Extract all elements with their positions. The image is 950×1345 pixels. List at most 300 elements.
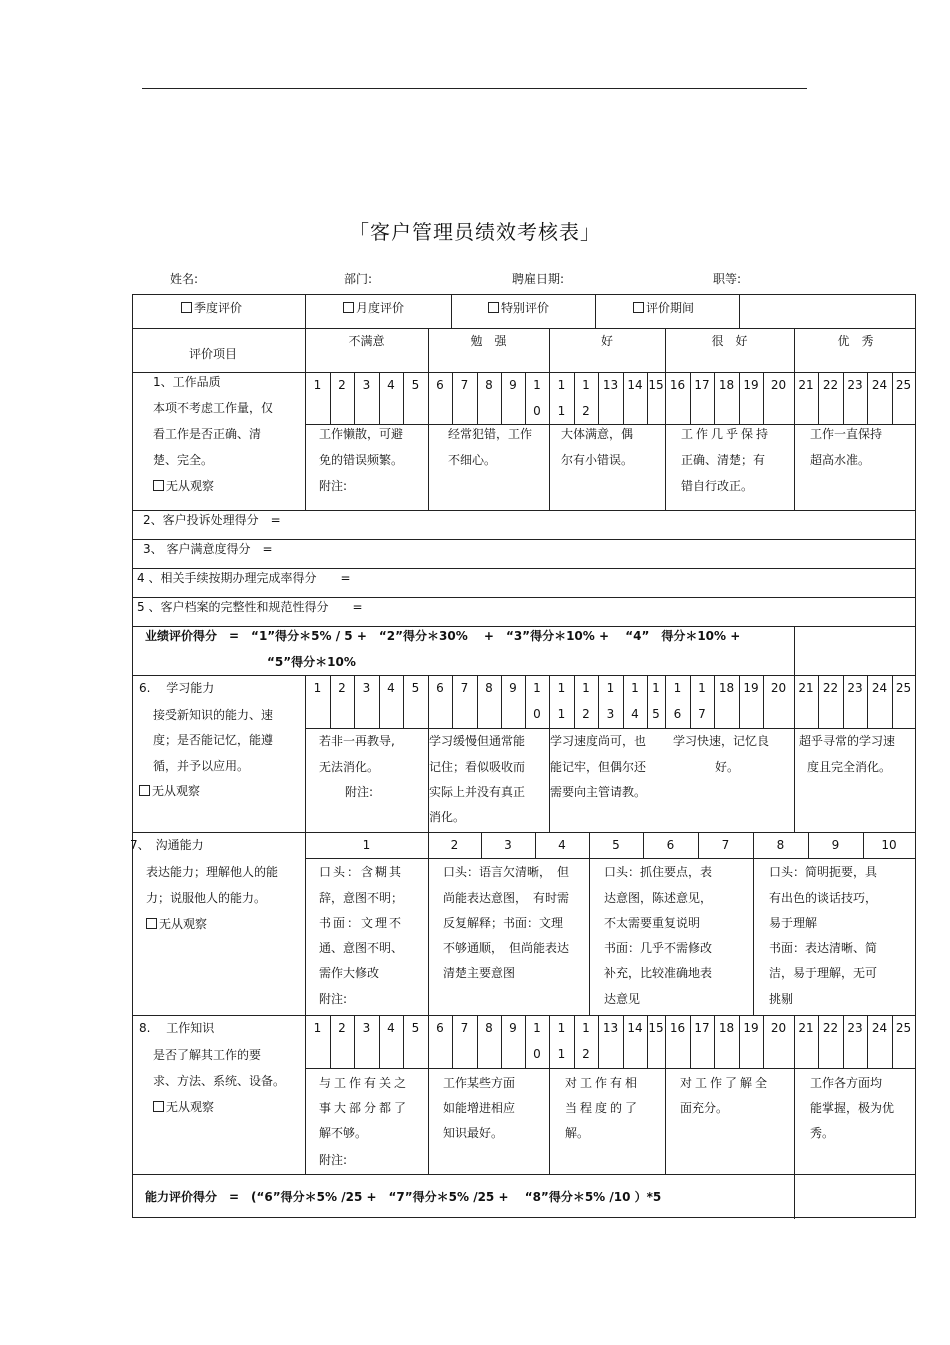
item7-grade4-text: 挑剔	[769, 992, 794, 1006]
score-cell[interactable]	[647, 675, 665, 727]
grid-line	[133, 539, 915, 540]
grid-line	[305, 424, 915, 425]
score-cell[interactable]	[690, 675, 714, 727]
score-cell[interactable]	[403, 1015, 428, 1041]
quarterly-checkbox[interactable]: 季度评价	[181, 295, 242, 321]
score-cell[interactable]	[574, 372, 598, 424]
item1-grade4-text: 工作几乎保持	[681, 427, 772, 441]
item7-grade4-text: 口头：简明扼要，具	[769, 865, 878, 879]
score-number: 2	[582, 1047, 590, 1061]
item7-grade1-text: 口头：含糊其	[319, 865, 404, 879]
item8-grade5-text: 秀。	[810, 1126, 835, 1140]
score-cell[interactable]	[690, 372, 714, 398]
item6-grade1-text: 无法消化。	[319, 760, 380, 774]
score-cell[interactable]: 2	[450, 838, 459, 852]
score-number: 13	[602, 378, 619, 392]
grid-line	[133, 832, 915, 833]
score-cell[interactable]	[647, 1015, 665, 1041]
grid-line	[133, 1015, 915, 1016]
score-number: 16	[669, 378, 686, 392]
item1-grade5-text: 工作一直保持	[810, 427, 883, 441]
grid-line	[379, 372, 380, 424]
item6-grade2-text: 实际上并没有真正	[429, 785, 526, 799]
score-number: 1	[533, 1021, 541, 1035]
score-number: 1	[313, 378, 322, 392]
score-cell[interactable]	[690, 1015, 714, 1041]
item7-grade4-text: 洁，易于理解，无可	[769, 966, 878, 980]
score-number: 4	[387, 681, 395, 695]
grid-line	[690, 1015, 691, 1068]
score-cell[interactable]	[549, 1015, 574, 1067]
item8-note: 附注:	[319, 1153, 348, 1167]
score-cell[interactable]	[549, 372, 574, 424]
item6-grade3-text: 能记牢，但偶尔还	[550, 760, 647, 774]
grid-line	[647, 372, 648, 424]
score-number: 1	[606, 681, 615, 695]
score-cell[interactable]	[403, 675, 428, 701]
grid-line	[598, 1015, 599, 1068]
score-cell[interactable]	[892, 675, 915, 701]
grid-line	[598, 675, 599, 728]
grid-line	[305, 858, 915, 859]
grid-line	[665, 424, 666, 510]
score-cell[interactable]	[665, 372, 690, 398]
grid-line	[643, 832, 644, 858]
item1-no-observation[interactable]: 无从观察	[153, 473, 214, 499]
grid-line	[428, 858, 429, 1015]
score-cell[interactable]	[428, 1015, 452, 1041]
score-cell[interactable]	[428, 372, 452, 398]
score-number: 5	[411, 1021, 420, 1035]
score-cell[interactable]	[794, 1015, 818, 1041]
score-number: 1	[582, 681, 590, 695]
score-cell[interactable]	[794, 372, 818, 398]
score-cell[interactable]	[763, 1015, 794, 1041]
grid-line	[598, 372, 599, 424]
checkbox-icon	[181, 302, 192, 313]
score-cell[interactable]	[867, 675, 892, 701]
score-cell[interactable]	[477, 372, 501, 398]
score-cell[interactable]	[598, 372, 623, 398]
grade-barely: 勉 强	[470, 334, 507, 348]
grid-line	[690, 675, 691, 728]
score-cell[interactable]	[763, 372, 794, 398]
score-cell[interactable]	[525, 1015, 549, 1067]
grid-line	[549, 328, 550, 372]
score-cell[interactable]	[354, 372, 379, 398]
score-cell[interactable]	[818, 372, 843, 398]
score-number: 2	[338, 681, 346, 695]
grid-line	[818, 675, 819, 728]
item8-grade1-text: 事大部分都了	[319, 1101, 410, 1115]
grid-line	[354, 1015, 355, 1068]
grid-line	[867, 675, 868, 728]
item6-grade1-text: 若非一再教导,	[319, 734, 395, 748]
grid-line	[843, 675, 844, 728]
item8-grade5-text: 工作各方面均	[810, 1076, 883, 1090]
grid-line	[501, 1015, 502, 1068]
score-cell[interactable]: 3	[504, 838, 512, 852]
grid-line	[647, 1015, 648, 1068]
item1-grade4-text: 正确、清楚；有	[681, 453, 766, 467]
grid-line	[595, 295, 596, 328]
score-cell[interactable]	[867, 372, 892, 398]
score-cell[interactable]	[714, 372, 739, 398]
item1-grade4-text: 错自行改正。	[681, 479, 754, 493]
grid-line	[794, 675, 795, 728]
grid-line	[690, 372, 691, 424]
checkbox-icon	[153, 1101, 164, 1112]
grid-line	[808, 832, 809, 858]
grid-line	[428, 372, 429, 424]
grid-line	[714, 675, 715, 728]
item8-grade4-text: 面充分。	[680, 1101, 729, 1115]
item7-grade4-text: 有出色的谈话技巧，	[769, 891, 878, 905]
score-number: 20	[770, 378, 787, 392]
score-cell[interactable]	[330, 675, 354, 701]
score-number: 1	[533, 681, 541, 695]
grid-line	[305, 832, 306, 1015]
score-number: 1	[557, 707, 566, 721]
score-cell[interactable]	[714, 675, 739, 701]
score-cell[interactable]	[574, 675, 598, 727]
score-cell[interactable]	[501, 372, 525, 398]
grid-line	[843, 372, 844, 424]
score-number: 20	[770, 1021, 787, 1035]
score-cell[interactable]	[452, 372, 477, 398]
grid-line	[867, 1015, 868, 1068]
score-cell[interactable]	[525, 675, 549, 727]
checkbox-icon	[488, 302, 499, 313]
score-number: 19	[743, 1021, 759, 1035]
grid-line	[133, 510, 915, 511]
grid-line	[501, 675, 502, 728]
score-number: 23	[847, 378, 863, 392]
checkbox-icon	[153, 480, 164, 491]
score-cell[interactable]	[739, 372, 763, 398]
grid-line	[739, 1015, 740, 1068]
grid-line	[379, 675, 380, 728]
grid-line	[133, 372, 915, 373]
item8-grade2-text: 知识最好。	[443, 1126, 504, 1140]
item7-grade2-text: 口头：语言欠清晰， 但	[443, 865, 570, 879]
grid-line	[549, 675, 550, 728]
grid-line	[665, 372, 666, 424]
item7-grade3-text: 书面：几乎不需修改	[604, 941, 713, 955]
score-number: 18	[718, 378, 735, 392]
item1-grade1-text: 免的错误频繁。	[319, 453, 404, 467]
grid-line	[665, 1015, 666, 1068]
score-cell[interactable]	[477, 1015, 501, 1041]
score-number: 22	[822, 1021, 839, 1035]
grid-line	[763, 675, 764, 728]
performance-formula: 业绩评价得分 = “1”得分＊5% / 5 + “2”得分＊30% + “3”得分＊10% + “4” 得分＊10% +	[145, 629, 741, 643]
grid-line	[525, 1015, 526, 1068]
score-cell[interactable]: 4	[558, 838, 566, 852]
score-cell[interactable]	[739, 675, 763, 701]
item7-desc: 力；说服他人的能力。	[146, 891, 267, 905]
score-cell[interactable]	[501, 1015, 525, 1041]
item2-row: 2、客户投诉处理得分 =	[143, 513, 281, 527]
score-cell[interactable]	[598, 675, 623, 727]
score-cell[interactable]	[818, 675, 843, 701]
grid-line	[525, 372, 526, 424]
score-cell[interactable]	[549, 675, 574, 727]
grid-line	[665, 675, 666, 728]
item6-grade2-text: 学习缓慢但通常能	[429, 734, 526, 748]
score-number: 25	[895, 378, 912, 392]
item1-grade3-text: 大体满意，偶	[561, 427, 634, 441]
grid-line	[428, 424, 429, 510]
checkbox-icon	[343, 302, 354, 313]
evaluation-table	[132, 294, 916, 1218]
score-cell[interactable]: 8	[776, 838, 785, 852]
monthly-checkbox[interactable]: 月度评价	[343, 295, 404, 321]
grid-line	[818, 1015, 819, 1068]
score-number: 1	[557, 1047, 566, 1061]
level-label: 职等:	[713, 272, 742, 286]
item5-row: 5 、客户档案的完整性和规范性得分 =	[137, 600, 363, 614]
score-number: 18	[718, 1021, 735, 1035]
item1-grade3-text: 尔有小错误。	[561, 453, 634, 467]
item8-title: 8. 工作知识	[139, 1021, 215, 1035]
grid-line	[574, 372, 575, 424]
score-cell[interactable]	[647, 372, 665, 398]
grid-line	[305, 295, 306, 328]
item7-grade3-text: 口头：抓住要点，表	[604, 865, 713, 879]
score-cell[interactable]	[403, 372, 428, 398]
item6-grade5-text: 度且完全消化。	[807, 760, 892, 774]
score-number: 2	[338, 378, 346, 392]
grid-line	[818, 372, 819, 424]
score-number: 2	[338, 1021, 346, 1035]
score-number: 0	[533, 404, 541, 418]
score-number: 21	[798, 681, 814, 695]
score-number: 0	[533, 707, 541, 721]
grid-line	[892, 1015, 893, 1068]
grid-line	[714, 1015, 715, 1068]
score-number: 1	[313, 1021, 322, 1035]
grid-line	[428, 832, 429, 858]
grid-line	[739, 372, 740, 424]
score-cell[interactable]	[574, 1015, 598, 1067]
item6-grade3-text: 学习速度尚可，也	[550, 734, 647, 748]
grid-line	[428, 728, 429, 832]
score-cell[interactable]	[739, 1015, 763, 1041]
score-cell[interactable]	[892, 1015, 915, 1041]
score-number: 3	[606, 707, 615, 721]
score-cell[interactable]	[763, 675, 794, 701]
score-cell[interactable]: 1	[362, 838, 371, 852]
score-number: 8	[485, 378, 493, 392]
hire-date-label: 聘雇日期:	[512, 272, 565, 286]
grid-line	[379, 1015, 380, 1068]
period-checkbox[interactable]: 评价期间	[633, 295, 694, 321]
score-cell[interactable]	[354, 675, 379, 701]
score-number: 3	[362, 1021, 371, 1035]
ability-formula: 能力评价得分 = (“6”得分＊5% /25 + “7”得分＊5% /25 + “8”得分＊5% /10 ）*5	[145, 1190, 662, 1204]
grid-line	[549, 1015, 550, 1068]
score-number: 14	[627, 1021, 643, 1035]
checkbox-icon	[633, 302, 644, 313]
grid-line	[451, 295, 452, 328]
score-cell[interactable]	[305, 1015, 330, 1041]
grid-line	[549, 372, 550, 424]
score-cell[interactable]	[379, 675, 403, 701]
score-number: 24	[871, 1021, 888, 1035]
item7-grade3-text: 达意见	[604, 992, 641, 1006]
grid-line	[305, 328, 306, 510]
item8-grade2-text: 如能增进相应	[443, 1101, 516, 1115]
score-cell[interactable]: 7	[721, 838, 730, 852]
item8-no-observation[interactable]: 无从观察	[153, 1094, 214, 1120]
score-number: 14	[627, 378, 643, 392]
score-cell[interactable]	[843, 372, 867, 398]
item8-grade2-text: 工作某些方面	[443, 1076, 516, 1090]
score-cell[interactable]	[818, 1015, 843, 1041]
score-cell[interactable]	[623, 1015, 647, 1041]
score-cell[interactable]	[379, 1015, 403, 1041]
score-cell[interactable]	[525, 372, 549, 424]
item3-row: 3、 客户满意度得分 =	[143, 542, 273, 556]
score-number: 19	[743, 378, 759, 392]
score-cell[interactable]: 6	[666, 838, 675, 852]
score-number: 4	[387, 1021, 395, 1035]
grid-line	[794, 1015, 795, 1068]
score-cell[interactable]	[452, 1015, 477, 1041]
grid-line	[549, 424, 550, 510]
score-number: 23	[847, 1021, 863, 1035]
score-cell[interactable]	[477, 675, 501, 701]
score-cell[interactable]	[598, 1015, 623, 1041]
grid-line	[794, 424, 795, 510]
grid-line	[428, 328, 429, 372]
score-cell[interactable]: 10	[881, 838, 897, 852]
score-cell[interactable]	[714, 1015, 739, 1041]
item8-grade3-text: 当程度的了	[565, 1101, 641, 1115]
grid-line	[794, 728, 795, 832]
score-cell[interactable]: 9	[831, 838, 840, 852]
grade-very-good: 很 好	[711, 334, 748, 348]
grid-line	[589, 832, 590, 858]
item8-grade1-text: 解不够。	[319, 1126, 368, 1140]
score-number: 19	[743, 681, 759, 695]
grid-line	[477, 1015, 478, 1068]
grid-line	[574, 1015, 575, 1068]
grid-line	[665, 328, 666, 372]
score-cell[interactable]	[623, 675, 647, 727]
score-cell[interactable]	[305, 675, 330, 701]
score-cell[interactable]	[665, 675, 690, 727]
score-number: 21	[798, 1021, 814, 1035]
performance-formula: “5”得分＊10%	[267, 655, 356, 669]
score-cell[interactable]	[892, 372, 915, 398]
grid-line	[305, 728, 915, 729]
grid-line	[665, 1068, 666, 1174]
grid-line	[481, 832, 482, 858]
score-cell[interactable]	[354, 1015, 379, 1041]
item8-grade3-text: 对工作有相	[565, 1076, 641, 1090]
score-cell[interactable]	[501, 675, 525, 701]
score-cell[interactable]	[452, 675, 477, 701]
score-cell[interactable]	[843, 1015, 867, 1041]
item6-note: 附注:	[345, 785, 374, 799]
item6-grade2-text: 记住；看似吸收而	[429, 760, 526, 774]
item1-desc: 看工作是否正确、清	[153, 427, 262, 441]
score-cell[interactable]	[379, 372, 403, 398]
item4-row: 4 、相关手续按期办理完成率得分 =	[137, 571, 351, 585]
score-number: 5	[411, 681, 420, 695]
score-number: 4	[387, 378, 395, 392]
item8-grade3-text: 解。	[565, 1126, 590, 1140]
grid-line	[428, 1068, 429, 1174]
grid-line	[403, 372, 404, 424]
grid-line	[794, 372, 795, 424]
item1-grade1-text: 工作懒散，可避	[319, 427, 404, 441]
grid-line	[403, 675, 404, 728]
dept-label: 部门:	[344, 272, 373, 286]
score-cell[interactable]	[794, 675, 818, 701]
grid-line	[501, 372, 502, 424]
score-number: 1	[673, 681, 682, 695]
item6-grade4-text: 好。	[715, 760, 740, 774]
item1-grade2-text: 经常犯错，工作	[448, 427, 533, 441]
score-cell[interactable]	[330, 1015, 354, 1041]
score-number: 22	[822, 378, 839, 392]
grid-line	[863, 832, 864, 858]
score-cell[interactable]	[428, 675, 452, 701]
special-checkbox[interactable]: 特别评价	[488, 295, 549, 321]
item7-grade2-text: 尚能表达意图， 有时需	[443, 891, 570, 905]
grid-line	[867, 372, 868, 424]
grid-line	[623, 675, 624, 728]
grid-line	[753, 832, 754, 858]
score-cell[interactable]	[867, 1015, 892, 1041]
score-number: 1	[631, 681, 639, 695]
grid-line	[330, 1015, 331, 1068]
score-cell[interactable]	[665, 1015, 690, 1041]
score-number: 1	[698, 681, 706, 695]
grid-line	[535, 832, 536, 858]
score-number: 9	[509, 378, 517, 392]
grid-line	[794, 328, 795, 372]
score-cell[interactable]: 5	[612, 838, 620, 852]
item6-desc: 循，并予以应用。	[153, 759, 250, 773]
score-number: 22	[822, 681, 839, 695]
score-number: 1	[582, 1021, 590, 1035]
grid-line	[794, 1068, 795, 1174]
score-cell[interactable]	[305, 372, 330, 398]
item6-desc: 度；是否能记忆，能遵	[153, 733, 274, 747]
score-number: 0	[533, 1047, 541, 1061]
grade-unsatisfied: 不满意	[348, 334, 385, 348]
score-cell[interactable]	[843, 675, 867, 701]
grid-line	[452, 372, 453, 424]
item6-grade2-text: 消化。	[429, 810, 466, 824]
grid-line	[305, 1068, 915, 1069]
grid-line	[330, 675, 331, 728]
score-cell[interactable]	[330, 372, 354, 398]
score-number: 15	[648, 378, 664, 392]
item7-grade1-text: 辞，意图不明；	[319, 891, 404, 905]
grid-line	[452, 1015, 453, 1068]
item6-no-observation[interactable]: 无从观察	[139, 778, 200, 804]
grid-line	[133, 675, 915, 676]
item7-no-observation[interactable]: 无从观察	[146, 911, 207, 937]
grade-excellent: 优 秀	[837, 334, 874, 348]
score-cell[interactable]	[623, 372, 647, 398]
item8-grade4-text: 对工作了解全	[680, 1076, 771, 1090]
